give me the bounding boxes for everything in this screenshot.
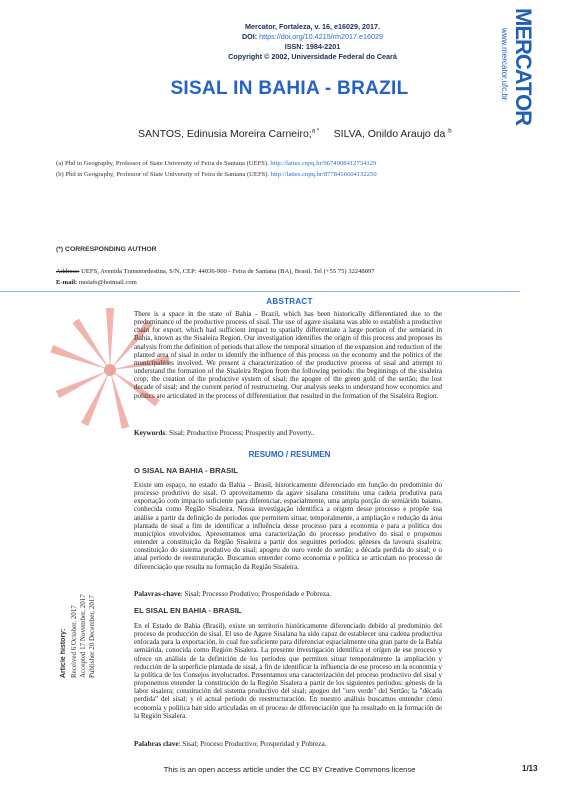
author-2: SILVA, Onildo Araujo da	[333, 128, 446, 140]
journal-header	[190, 22, 435, 62]
affiliation-label: (a)	[56, 160, 64, 167]
affiliation-text: Phd in Geography, Professor of State University of Feira de Santana (UEFS).	[64, 160, 269, 167]
abstract-text: There is a space in the state of Bahia - Brazil, which has been historically differentiated due to the predominance of the productive process of sisal. The use of agave sisalana was able to establish a productive chain for export, which had sufficient impact to spatially differentiate a large portion of the semiarid in Bahia, known as the Sisaleira Region. Our investigation identifies the origin of this process and proposes its analysis from the definition of periods that allow the temporal situation of the expansion and reduction of the planted area of sisal in order to identify the influence of this process on the economy and the politics of the municipalities involved. We present a characterization of the productive process of sisal and attempt to understand the formation of the Sisaleira Region from the following periods: the beginnings of the sisaleira crop; the creation of the productive system of sisal; the apogee of the green gold of the sertão; the lost decade of sisal; and the current period of restructuring. Our analysis seeks to understand how economics and politics are articulated in the process of differentiation that resulted in the formation of the Sisaleira Region.	[134, 310, 442, 400]
corresponding-author-title: (*) CORRESPONDING AUTHOR	[56, 246, 157, 253]
author-line	[138, 128, 452, 140]
page-number: 1/13	[522, 764, 538, 773]
affiliation-a	[56, 160, 376, 167]
keywords-label: Keywords	[134, 429, 166, 437]
copyright: Copyright © 2002, Universidade Federal do Ceará	[228, 52, 397, 61]
abstract-heading: ABSTRACT	[266, 297, 313, 306]
corresponding-address	[56, 268, 375, 275]
affiliation-text: Phd in Geography, Professor of State University of Feira de Santana (UEFS).	[65, 171, 270, 178]
address-label: Address:	[56, 268, 80, 275]
journal-citation: Mercator, Fortaleza, v. 16, e16029, 2017.	[245, 22, 380, 31]
es-keywords-list: : Sisal; Proceso Productivo; Prosperidad y Pobreza.	[178, 740, 327, 748]
author-1-sup: a *	[311, 128, 320, 135]
es-section-heading: EL SISAL EN BAHIA - BRASIL	[134, 606, 242, 615]
es-abstract-text: En el Estado de Bahia (Brasil), existe un territorio históricamente diferenciado debido al predominio del proceso de producción de sisal. El uso de Agave Sisalana ha sido capaz de establecer una cadena productiva enfocada para la exportación, lo cual fue suficiente para diferenciar espacialmente una gran parte de la Bahía semiárida, conocida como Región Sisalera. La presente investigación identifica el origen de ese proceso y ofrece un análisis de la definición de los períodos que permiten situar temporalmente la ampliación y reducción de la superficie plantada de sisal, a fin de identificar la influencia de ese proceso en la economía y la política de los Consejos involucrados. Presentamos una caracterización del proceso productivo del sisal y proponemos entender la constitución de la Región Sisalera a partir de los siguientes períodos: génesis de la labor sisalera; constitución del sistema productivo del sisal; apogeo del "oro verde" del Sertão; la "década perdida" del sisal; y el actual período de reestructuración. En nuestro análisis buscamos entender cómo economía y política han sido articuladas en el proceso de diferenciación que ha resultado en la formación de la Región Sisalera.	[134, 622, 442, 720]
author-1: SANTOS, Edinusia Moreira Carneiro;	[138, 128, 312, 140]
keywords	[134, 429, 314, 437]
resumo-heading: RESUMO / RESUMEN	[248, 450, 331, 459]
history-received: Received 6 October, 2017	[70, 605, 78, 678]
affiliation-b	[56, 171, 377, 178]
mercator-logo: MERCATOR	[511, 8, 536, 126]
pt-abstract-text: Existe um espaço, no estado da Bahia – Brasil, historicamente diferenciado em função do predomínio do processo produtivo do sisal. O aproveitamento da agave sisalana constituiu uma cadeia produtiva para exportação com impacto suficiente para diferenciar, espacialmente, uma ampla porção do semiárido baiano, conhecida como Região Sisaleira. Nossa investigação identifica a origem desse processo e propõe sua análise a partir da definição de períodos que permitem situar, temporalmente, a ampliação e redução da área plantada de sisal a fim de identificar a influência desse processo para a economia e para a política dos municípios envolvidos. Apresentamos uma caracterização do processo produtivo do sisal e propomos entender a constituição da Região Sisaleira a partir dos seguintes períodos: gêneses da lavoura sisaleira; constituição do sistema produtivo do sisal; apogeu do ouro verde do sertão; a década perdida do sisal; e o atual período de reestruturação. Buscamos entender como economia e política se articulam no processo de diferenciação que resulta na formação da Região Sisaleira.	[134, 481, 442, 571]
doi-line	[190, 32, 435, 42]
pt-keywords-label: Palavras-chave	[134, 590, 181, 598]
article-title: SISAL IN BAHIA - BRAZIL	[170, 78, 409, 99]
corresponding-email	[56, 279, 137, 286]
address-text: UEFS, Avenida Transnordestina, S/N, CEP: 44036-900 - Feira de Santana (BA), Brasil. Tel (+55 75) 32248097	[81, 268, 375, 275]
doi-label: DOI:	[241, 32, 258, 41]
affiliation-label: (b)	[56, 171, 64, 178]
brand-url[interactable]: www.mercator.ufc.br	[500, 28, 509, 101]
doi-link[interactable]: https://doi.org/10.4215/rm2017.e16029	[259, 32, 384, 41]
issn: ISSN: 1984-2201	[284, 42, 341, 51]
es-keywords	[134, 740, 326, 748]
author-2-sup: b	[448, 128, 452, 135]
history-title: Article history:	[60, 628, 67, 678]
pt-keywords-list: : Sisal; Processo Produtivo; Prosperidade e Pobreza.	[180, 590, 332, 598]
email-label: E-mail:	[56, 279, 78, 286]
history-published: Publisher 20 December, 2017	[88, 595, 96, 678]
es-keywords-label: Palabras clave	[134, 740, 179, 748]
divider	[0, 291, 520, 292]
history-accepted: Accepted 17 November, 2017	[79, 594, 87, 678]
email-address[interactable]: nusiafs@hotmail.com	[78, 279, 137, 286]
lattes-link[interactable]: http://lattes.cnpq.br/8778416604132250	[270, 171, 377, 178]
pt-keywords	[134, 590, 331, 598]
article-history	[60, 578, 96, 678]
keywords-list: : Sisal; Productive Process; Prosperity and Poverty..	[165, 429, 315, 437]
license-footer: This is an open access article under the CC BY Creative Commons license	[163, 765, 416, 774]
pt-section-heading: O SISAL NA BAHIA - BRASIL	[134, 466, 238, 475]
lattes-link[interactable]: http://lattes.cnpq.br/9674908412734129	[270, 160, 377, 167]
